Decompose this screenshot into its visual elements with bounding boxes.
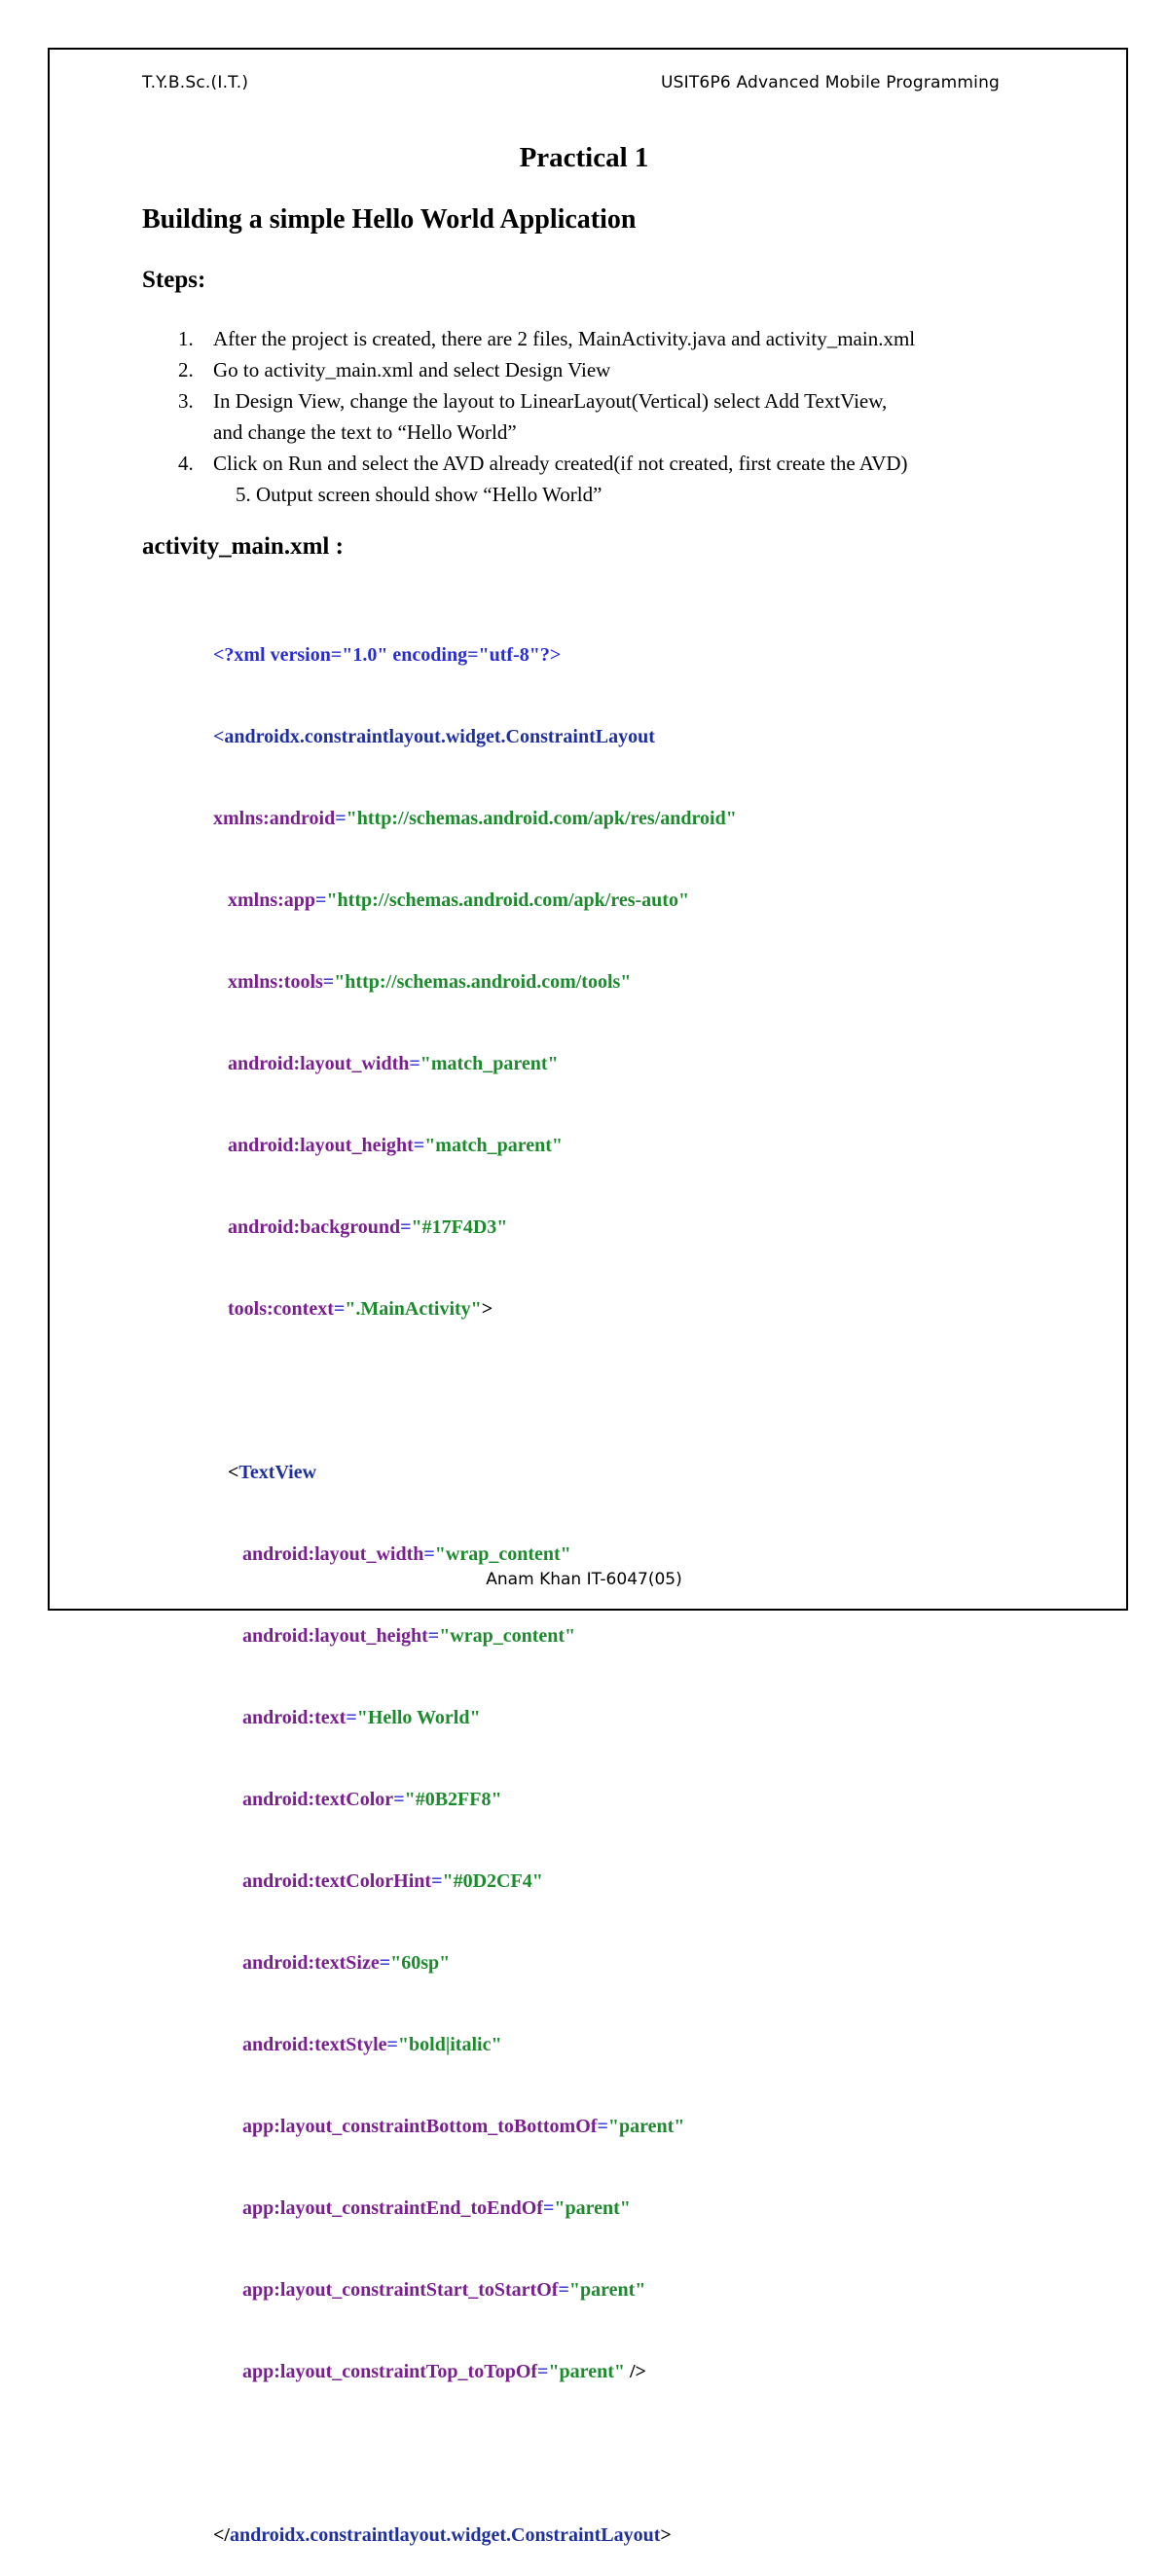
code-token: android:textColor xyxy=(213,1789,394,1810)
code-token: = xyxy=(558,2279,569,2301)
code-token: "parent" xyxy=(554,2197,631,2219)
code-token: "parent" xyxy=(568,2279,646,2301)
code-token: androidx.constraintlayout.widget.ConstraintLayout xyxy=(229,2524,661,2546)
code-token: > xyxy=(660,2524,672,2546)
step-item-output xyxy=(142,479,1057,510)
file-heading: activity_main.xml : xyxy=(142,533,344,560)
code-token: "#0B2FF8" xyxy=(404,1789,502,1810)
code-line xyxy=(213,1295,737,1323)
code-token: app:layout_constraintTop_toTopOf xyxy=(213,2361,538,2382)
code-token: "#17F4D3" xyxy=(411,1216,508,1238)
header-subject: USIT6P6 Advanced Mobile Programming xyxy=(661,73,1001,92)
code-token: <?xml version="1.0" encoding="utf-8"?> xyxy=(213,644,562,666)
step-text: 5. Output screen should show “Hello World” xyxy=(236,483,602,506)
code-token: android:text xyxy=(213,1707,347,1728)
code-line xyxy=(213,1704,737,1731)
code-token: <androidx.constraintlayout.widget.ConstraintLayout xyxy=(213,726,655,747)
code-token: xmlns:android xyxy=(213,808,336,829)
code-token: "http://schemas.android.com/tools" xyxy=(334,971,632,993)
code-token: xmlns:tools xyxy=(213,971,323,993)
code-token: app:layout_constraintEnd_toEndOf xyxy=(213,2197,543,2219)
steps-heading: Steps: xyxy=(142,267,206,293)
code-line-blank xyxy=(213,1377,737,1404)
code-line xyxy=(213,1868,737,1895)
code-line xyxy=(213,2031,737,2058)
code-token: = xyxy=(346,1707,357,1728)
code-token: android:background xyxy=(213,1216,401,1238)
step-item xyxy=(142,385,1057,417)
code-token: </ xyxy=(213,2524,230,2546)
step-item xyxy=(142,323,1057,354)
code-token: ".MainActivity" xyxy=(345,1298,482,1320)
code-token: = xyxy=(315,889,327,911)
step-number: 2. xyxy=(178,358,194,381)
step-text: In Design View, change the layout to LinearLayout(Vertical) select Add TextView, xyxy=(213,389,888,413)
code-token: = xyxy=(423,1543,435,1565)
footer-author: Anam Khan IT-6047(05) xyxy=(486,1570,682,1589)
step-number: 4. xyxy=(178,452,194,475)
code-line xyxy=(213,2358,737,2385)
code-line xyxy=(213,1050,737,1077)
code-token: = xyxy=(427,1625,440,1647)
step-text: Click on Run and select the AVD already created(if not created, first create the AVD) xyxy=(213,452,908,475)
code-token: < xyxy=(213,1462,239,1483)
document-title: Building a simple Hello World Application xyxy=(142,204,637,235)
code-token: android:textColorHint xyxy=(213,1870,432,1892)
code-token: = xyxy=(386,2034,398,2055)
step-item xyxy=(142,354,1057,385)
code-token: app:layout_constraintBottom_toBottomOf xyxy=(213,2116,598,2137)
code-token: "parent" xyxy=(607,2116,685,2137)
code-line xyxy=(213,1622,737,1650)
code-token: TextView xyxy=(238,1462,317,1483)
step-text: Go to activity_main.xml and select Design View xyxy=(213,358,611,381)
code-token: = xyxy=(379,1952,391,1974)
code-token: = xyxy=(393,1789,405,1810)
code-token: android:layout_width xyxy=(213,1053,410,1074)
code-token: = xyxy=(537,2361,549,2382)
steps-list xyxy=(142,323,1057,510)
code-token: = xyxy=(400,1216,412,1238)
code-token: "match_parent" xyxy=(424,1135,564,1156)
code-line xyxy=(213,968,737,996)
code-token: > xyxy=(481,1298,493,1320)
code-token: = xyxy=(409,1053,420,1074)
code-token: "wrap_content" xyxy=(439,1625,576,1647)
code-token: = xyxy=(597,2116,608,2137)
code-line xyxy=(213,1132,737,1159)
code-token: = xyxy=(542,2197,555,2219)
code-line xyxy=(213,641,737,669)
code-token: "match_parent" xyxy=(420,1053,559,1074)
practical-title: Practical 1 xyxy=(519,142,649,173)
code-token: "http://schemas.android.com/apk/res/android" xyxy=(346,808,737,829)
code-line xyxy=(213,2195,737,2222)
code-line xyxy=(213,1459,737,1486)
code-line xyxy=(213,1786,737,1813)
code-token: "60sp" xyxy=(390,1952,451,1974)
code-token: xmlns:app xyxy=(213,889,316,911)
code-line xyxy=(213,2276,737,2304)
code-token: = xyxy=(431,1870,443,1892)
step-text: and change the text to “Hello World” xyxy=(213,420,517,444)
step-number: 3. xyxy=(178,389,194,413)
code-token: = xyxy=(322,971,335,993)
code-line xyxy=(213,2522,737,2549)
code-token: = xyxy=(333,1298,346,1320)
step-item xyxy=(142,448,1057,479)
code-token: "wrap_content" xyxy=(434,1543,571,1565)
step-number: 1. xyxy=(178,327,194,350)
code-token: android:layout_width xyxy=(213,1543,424,1565)
code-line-blank xyxy=(213,2440,737,2467)
code-token: = xyxy=(335,808,347,829)
code-token: "#0D2CF4" xyxy=(442,1870,543,1892)
code-line xyxy=(213,2113,737,2140)
code-token: "Hello World" xyxy=(356,1707,481,1728)
code-token: android:textStyle xyxy=(213,2034,387,2055)
code-token: app:layout_constraintStart_toStartOf xyxy=(213,2279,559,2301)
code-token: /> xyxy=(624,2361,646,2382)
code-token: tools:context xyxy=(213,1298,334,1320)
code-line xyxy=(213,805,737,832)
code-token: "bold|italic" xyxy=(397,2034,502,2055)
code-line xyxy=(213,887,737,914)
code-token: android:textSize xyxy=(213,1952,380,1974)
step-continuation xyxy=(142,417,1057,448)
step-text: After the project is created, there are 2 files, MainActivity.java and activity_main.xml xyxy=(213,327,916,350)
code-line xyxy=(213,1214,737,1241)
code-token: = xyxy=(413,1135,425,1156)
code-line xyxy=(213,1541,737,1568)
code-token: android:layout_height xyxy=(213,1135,414,1156)
code-token: "http://schemas.android.com/apk/res-auto" xyxy=(326,889,690,911)
code-token: "parent" xyxy=(548,2361,625,2382)
header-course: T.Y.B.Sc.(I.T.) xyxy=(142,73,249,92)
code-line xyxy=(213,723,737,750)
code-line xyxy=(213,1949,737,1977)
code-token: android:layout_height xyxy=(213,1625,428,1647)
